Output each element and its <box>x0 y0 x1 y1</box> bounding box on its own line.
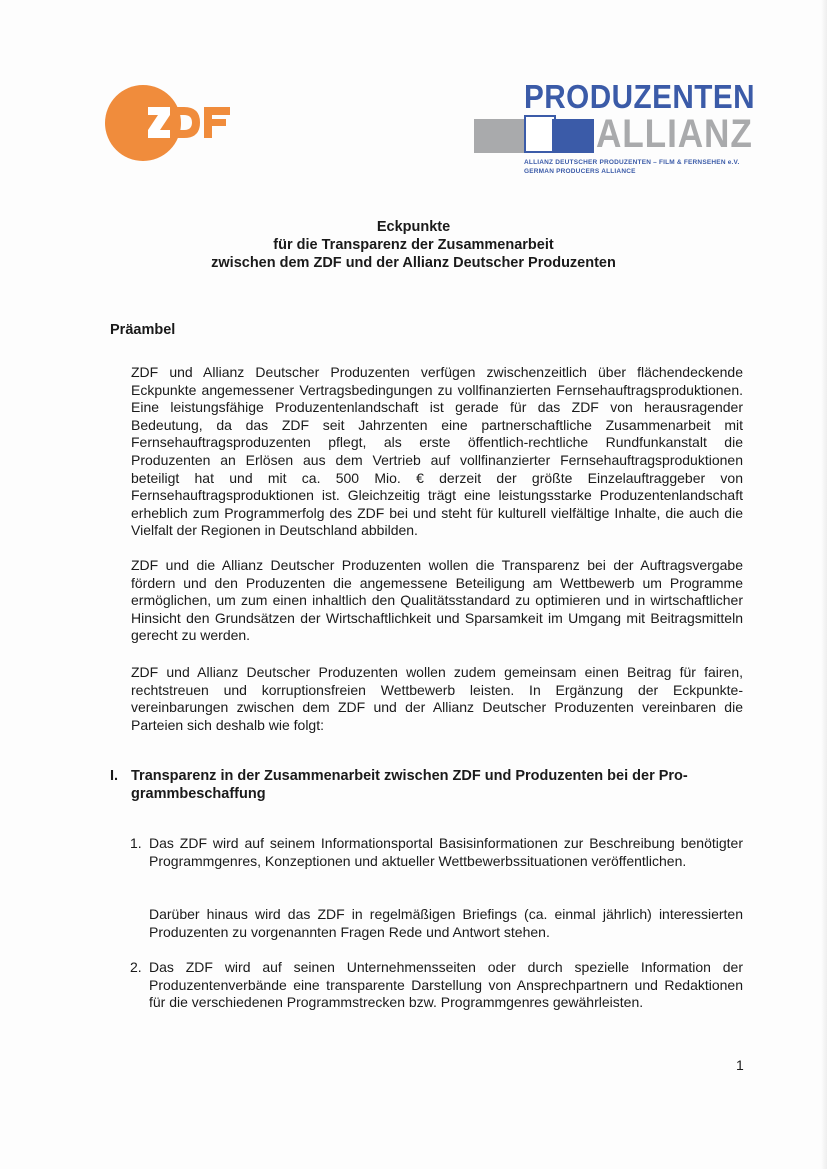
title-line-2: für die Transparenz der Zusammenarbeit <box>273 237 554 253</box>
preamble-heading: Präambel <box>110 322 176 338</box>
zdf-logo-text: ZDF <box>104 84 106 85</box>
preamble-paragraph-3: ZDF und Allianz Deutscher Produzenten wollen zudem gemeinsam einen Beitrag für fairen, rechtstreuen und korruptionsfreien Wettbewerb leisten. In Ergänzung der Eckpunktevereinbarungen zwischen dem ZDF und der Allianz Deutscher Produzenten vereinbaren die Parteien sich deshalb wie folgt: <box>131 664 743 733</box>
document-title <box>120 218 707 272</box>
list-item-text: Das ZDF wird auf seinen Unternehmensseiten oder durch spezielle Information der Produzentenverbände eine transparente Darstellung von Ansprechpartnern und Redaktionen für die verschiedenen Programmstrecken bzw. Programmgenres gewährleisten. <box>149 959 743 1011</box>
section-number: I. <box>110 768 119 784</box>
pa-logo-subtitle-de: ALLIANZ DEUTSCHER PRODUZENTEN – FILM & FERNSEHEN e.V. <box>524 159 740 166</box>
preamble-paragraph-2: ZDF und die Allianz Deutscher Produzenten wollen die Transparenz bei der Auftragsvergabe fördern und den Produzenten die angemessene Beteiligung am Wettbewerb um Programme ermöglichen, um zum einen inhaltlich den Qualitätsstandard zu optimieren und in wirtschaftlicher Hinsicht den Grundsätzen der Wirtschaftlichkeit und Sparsamkeit im Umgang mit Beitragsmitteln gerecht zu werden. <box>131 557 743 644</box>
pa-logo-bottom: ALLIANZ <box>596 112 753 156</box>
section-title: Transparenz in der Zusammenarbeit zwischen ZDF und Produzenten bei der Programmbeschaffung <box>131 768 688 802</box>
page-number: 1 <box>736 1057 744 1073</box>
title-line-1: Eckpunkte <box>376 219 451 235</box>
title-line-3: zwischen dem ZDF und der Allianz Deutscher Produzenten <box>211 255 616 271</box>
pa-logo-blue-bar <box>552 119 594 153</box>
pa-logo-subtitle-en: GERMAN PRODUCERS ALLIANCE <box>524 168 636 175</box>
pa-logo-top: PRODUZENTEN <box>524 78 756 115</box>
produzenten-allianz-logo <box>474 78 756 178</box>
list-item-number: 1. <box>130 835 142 851</box>
list-item-continuation: Darüber hinaus wird das ZDF in regelmäßigen Briefings (ca. einmal jährlich) interessierten Produzenten zu vorgenannten Fragen Rede und Antwort stehen. <box>149 906 743 940</box>
pa-logo-gray-bar <box>474 119 524 153</box>
zdf-logo <box>104 84 254 162</box>
list-item-number: 2. <box>130 959 142 975</box>
list-item-text: Das ZDF wird auf seinem Informationsportal Basisinformationen zur Beschreibung benötigter Programmgenres, Konzeptionen und aktueller Wettbewerbssituationen veröffentlichen. <box>149 835 743 869</box>
preamble-paragraph-1: ZDF und Allianz Deutscher Produzenten verfügen zwischenzeitlich über flächendeckende Eckpunkte angemessener Vertragsbedingungen zu vollfinanzierten Fernsehauftragsproduktionen. Eine leistungsfähige Produzentenlandschaft ist gerade für das ZDF von herausragender Bedeutung, da das ZDF seit Jahrzenten eine partnerschaftliche Zusammenarbeit mit Fernsehauftragsproduzenten pflegt, als erste öffentlich-rechtliche Rundfunkanstalt die Produzenten an Erlösen aus dem Vertrieb auf vollfinanzierter Fernsehauftragsproduktionen beteiligt hat und mit ca. 500 Mio. € derzeit der größte Einzelauftraggeber von Fernsehauftragsproduktionen ist. Gleichzeitig trägt eine leistungsstarke Produzentenlandschaft erheblich zum Programmerfolg des ZDF bei und steht für kulturell vielfältige Inhalte, die auch die Vielfalt der Regionen in Deutschland abbilden. <box>131 364 743 539</box>
scan-edge-shadow <box>821 0 827 1169</box>
